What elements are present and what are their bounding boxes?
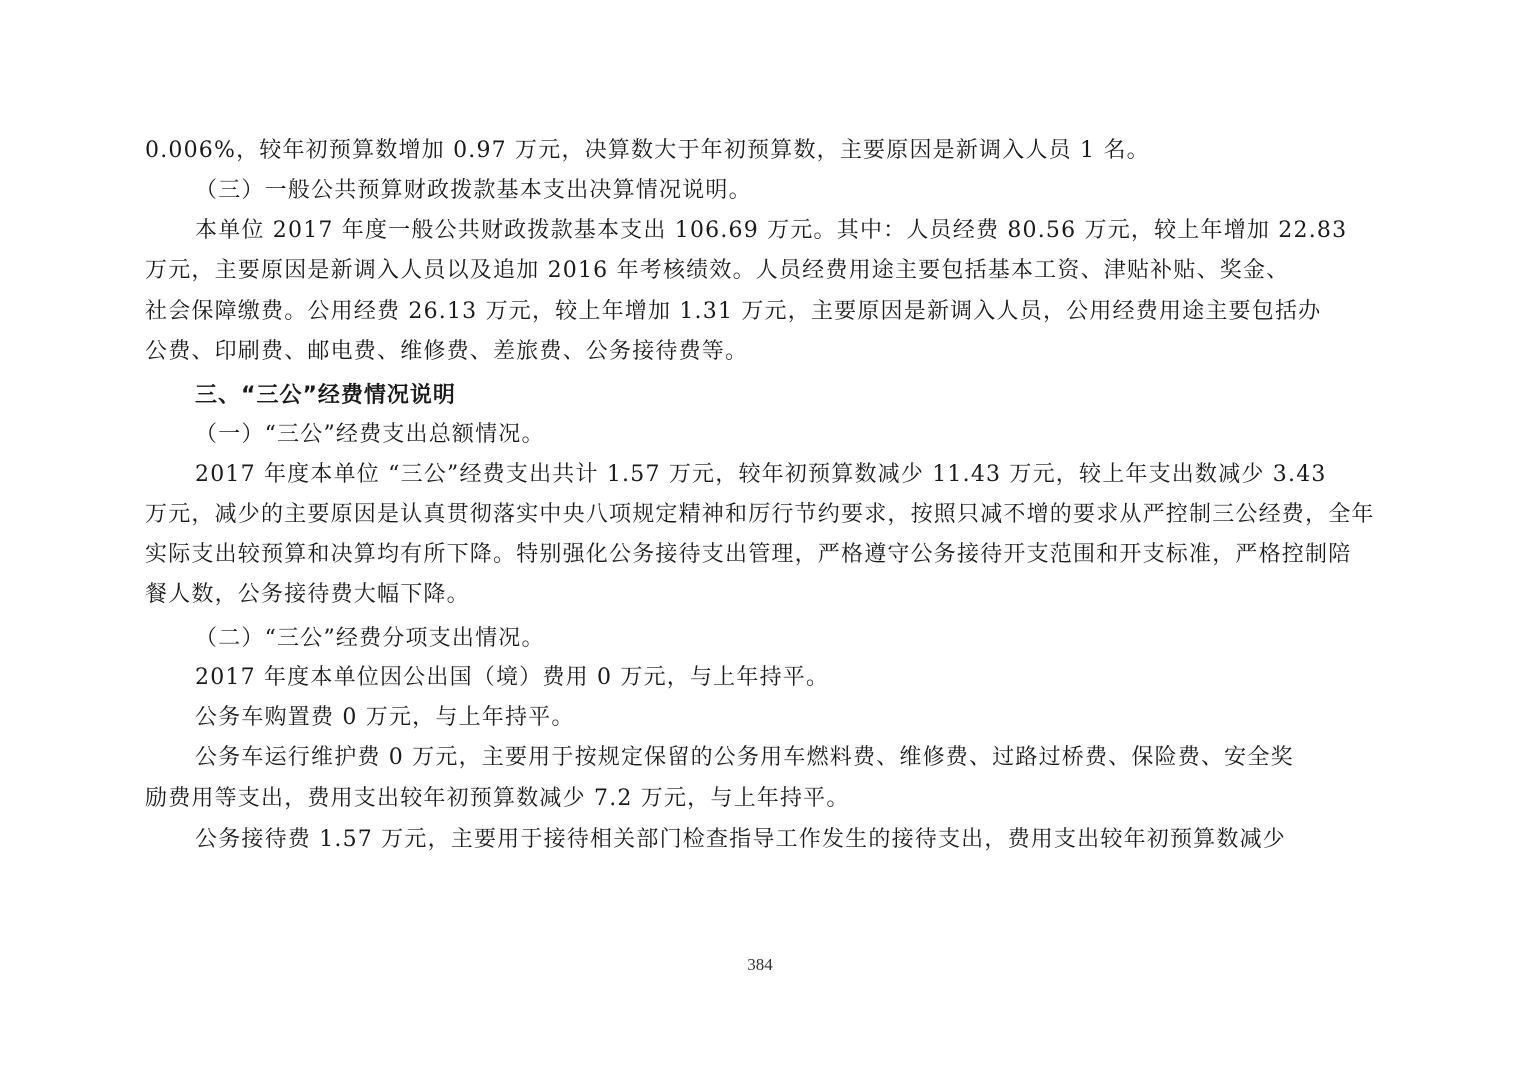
paragraph-line: 餐人数，公务接待费大幅下降。: [145, 582, 470, 607]
subsection-heading: （三）一般公共预算财政拨款基本支出决算情况说明。: [195, 178, 752, 203]
paragraph-line: 实际支出较预算和决算均有所下降。特别强化公务接待支出管理，严格遵守公务接待开支范围和开支标准，严格控制陪: [145, 542, 1352, 567]
paragraph-line: 2017 年度本单位 “三公”经费支出共计 1.57 万元，较年初预算数减少 11.43 万元，较上年支出数减少 3.43: [195, 462, 1327, 487]
section-heading: 三、“三公”经费情况说明: [195, 383, 456, 408]
paragraph-line: 公务车购置费 0 万元，与上年持平。: [195, 705, 575, 730]
paragraph-line: 0.006%，较年初预算数增加 0.97 万元，决算数大于年初预算数，主要原因是新调入人员 1 名。: [145, 138, 1150, 163]
paragraph-line: 本单位 2017 年度一般公共财政拨款基本支出 106.69 万元。其中：人员经费 80.56 万元，较上年增加 22.83: [195, 218, 1348, 243]
paragraph-line: 公务接待费 1.57 万元，主要用于接待相关部门检查指导工作发生的接待支出，费用支出较年初预算数减少: [195, 827, 1286, 852]
paragraph-line: 励费用等支出，费用支出较年初预算数减少 7.2 万元，与上年持平。: [145, 786, 850, 811]
subsection-heading: （二）“三公”经费分项支出情况。: [195, 626, 545, 651]
paragraph-line: 公务车运行维护费 0 万元，主要用于按规定保留的公务用车燃料费、维修费、过路过桥费、保险费、安全奖: [195, 745, 1294, 770]
paragraph-line: 万元，主要原因是新调入人员以及追加 2016 年考核绩效。人员经费用途主要包括基本工资、津贴补贴、奖金、: [145, 258, 1290, 283]
paragraph-line: 2017 年度本单位因公出国（境）费用 0 万元，与上年持平。: [195, 665, 830, 690]
paragraph-line: 社会保障缴费。公用经费 26.13 万元，较上年增加 1.31 万元，主要原因是新调入人员，公用经费用途主要包括办: [145, 299, 1322, 324]
subsection-heading: （一）“三公”经费支出总额情况。: [195, 422, 545, 447]
paragraph-line: 万元，减少的主要原因是认真贯彻落实中央八项规定精神和厉行节约要求，按照只减不增的要求从严控制三公经费，全年: [145, 502, 1375, 527]
page-number: 384: [747, 955, 773, 974]
paragraph-line: 公费、印刷费、邮电费、维修费、差旅费、公务接待费等。: [145, 339, 749, 364]
